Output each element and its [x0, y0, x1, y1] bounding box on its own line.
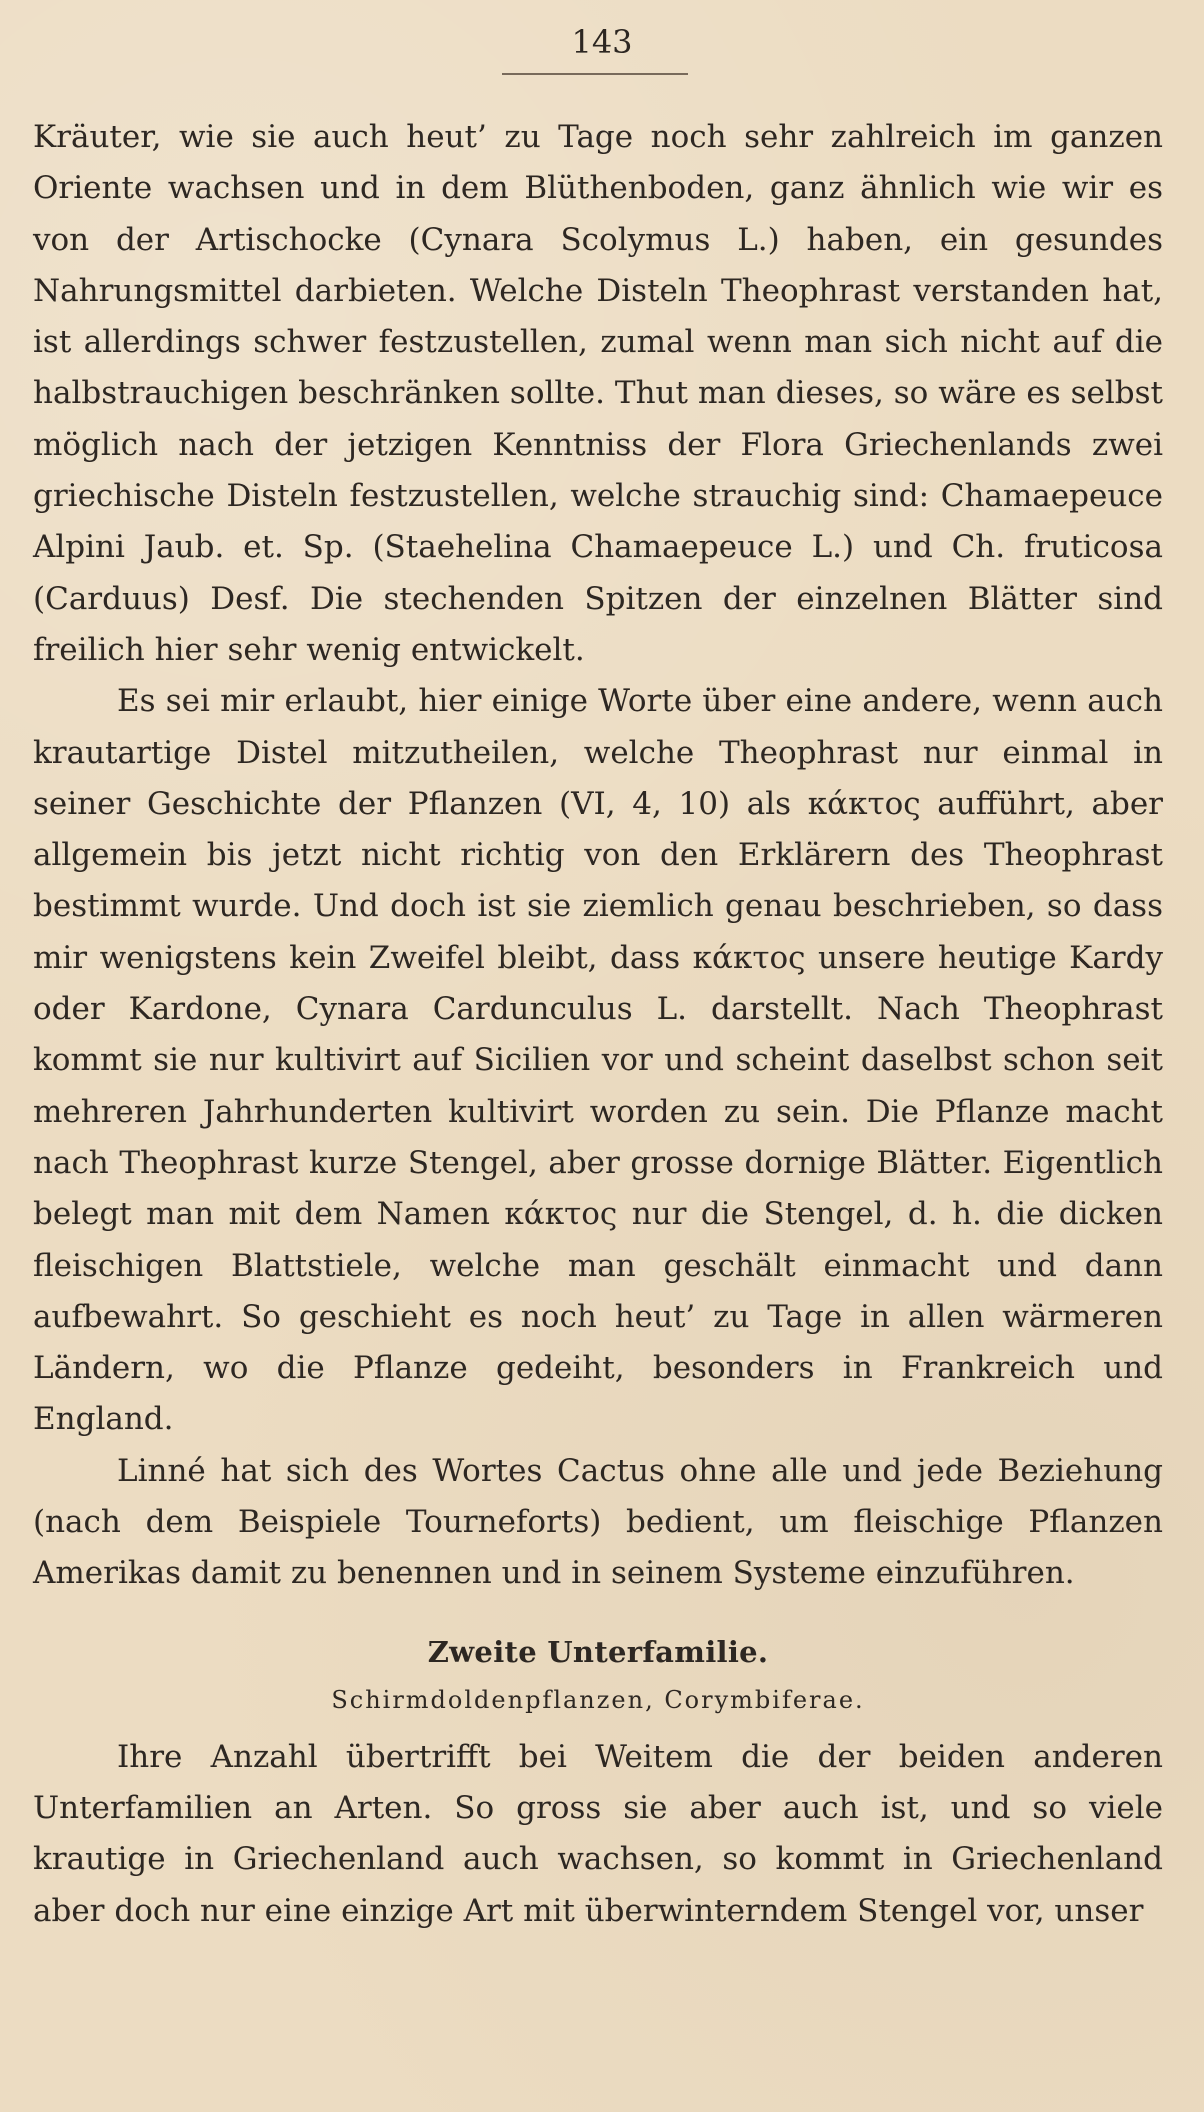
section-heading: Zweite Unterfamilie.	[427, 1634, 769, 1669]
section-paragraph: Ihre Anzahl übertrifft bei Weitem die der beiden anderen Unterfamilien an Arten. So gross sie aber auch ist, und so viele krautige in Griechenland auch wachsen, so kommt in Griechenland aber doch nur eine einzige Art mit überwinterndem Stengel vor, unser	[33, 1738, 1163, 1929]
paragraph-1: Kräuter, wie sie auch heut’ zu Tage noch sehr zahlreich im ganzen Oriente wachsen und in dem Blüthenboden, ganz ähnlich wie wir es von der Artischocke (Cynara Scolymus L.) haben, ein gesundes Nahrungsmittel darbieten. Welche Disteln Theophrast verstanden hat, ist allerdings schwer festzustellen, zumal wenn man sich nicht auf die halbstrauchigen beschränken sollte. Thut man dieses, so wäre es selbst möglich nach der jetzigen Kenntniss der Flora Griechenlands zwei griechische Disteln festzustellen, welche strauchig sind: Chamaepeuce Alpini Jaub. et. Sp. (Staehelina Chamaepeuce L.) und Ch. fruticosa (Carduus) Desf. Die stechenden Spitzen der einzelnen Blätter sind freilich hier sehr wenig entwickelt.	[33, 119, 1163, 668]
paragraph-3: Linné hat sich des Wortes Cactus ohne alle und jede Beziehung (nach dem Beispiele Tourneforts) bedient, um fleischige Pflanzen Amerikas damit zu benennen und in seinem Systeme einzuführen.	[33, 1452, 1163, 1592]
body-text	[33, 112, 1163, 1937]
header-rule	[502, 73, 688, 75]
paragraph-2: Es sei mir erlaubt, hier einige Worte über eine andere, wenn auch krautartige Distel mitzutheilen, welche Theophrast nur einmal in seiner Geschichte der Pflanzen (VI, 4, 10) als κάκτος aufführt, aber allgemein bis jetzt nicht richtig von den Erklärern des Theophrast bestimmt wurde. Und doch ist sie ziemlich genau beschrieben, so dass mir wenigstens kein Zweifel bleibt, dass κάκτος unsere heutige Kardy oder Kardone, Cynara Cardunculus L. darstellt. Nach Theophrast kommt sie nur kultivirt auf Sicilien vor und scheint daselbst schon seit mehreren Jahrhunderten kultivirt worden zu sein. Die Pflanze macht nach Theophrast kurze Stengel, aber grosse dornige Blätter. Eigentlich belegt man mit dem Namen κάκτος nur die Stengel, d. h. die dicken fleischigen Blattstiele, welche man geschält einmacht und dann aufbewahrt. So geschieht es noch heut’ zu Tage in allen wärmeren Ländern, wo die Pflanze gedeiht, besonders in Frankreich und England.	[33, 683, 1163, 1438]
section-subheading: Schirmdoldenpflanzen, Corymbiferae.	[331, 1685, 865, 1714]
page-number: 143	[571, 23, 633, 61]
